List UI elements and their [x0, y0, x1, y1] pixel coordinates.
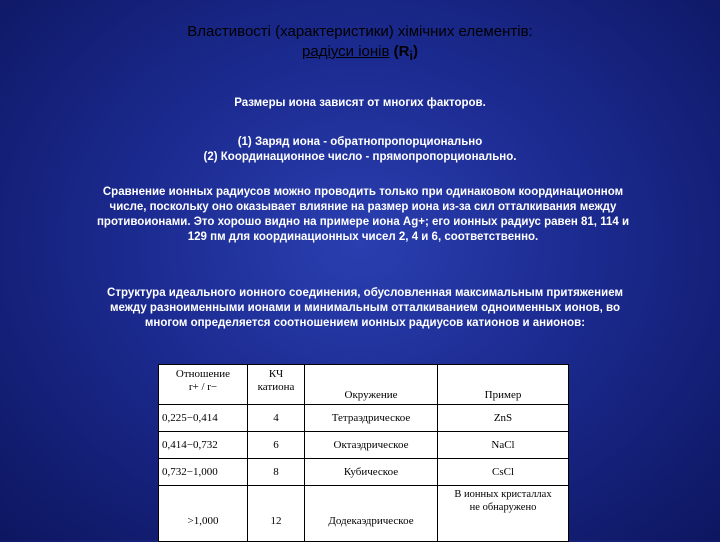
structure-line: между разноименными ионами и минимальным отталкиванием одноименных ионов, во	[110, 302, 620, 314]
cell-cn: 4	[248, 405, 305, 432]
cell-ratio: 0,732−1,000	[159, 459, 248, 486]
rule-charge: (1) Заряд иона - обратнопропорционально	[237, 136, 483, 148]
cell-ratio: 0,225−0,414	[159, 405, 248, 432]
cell-environment: Додекаэдрическое	[305, 486, 438, 542]
comparison-line: числе, поскольку оно оказывает влияние на размер иона из-за сил отталкивания между	[109, 201, 617, 213]
comparison-paragraph	[38, 185, 688, 245]
cell-environment: Кубическое	[305, 459, 438, 486]
cell-ratio: >1,000	[159, 486, 248, 542]
structure-line: Структура идеального ионного соединения, обусловленная максимальным притяжением	[107, 287, 623, 299]
radius-ratio-table	[158, 364, 569, 542]
table-row	[159, 405, 569, 432]
slide-title	[0, 22, 720, 66]
rules-block	[0, 135, 720, 165]
title-underlined-text: радіуси іонів	[302, 43, 390, 60]
header-coordination-number: КЧ катиона	[248, 365, 305, 405]
rule-coordination: (2) Координационное число - прямопропорционально.	[203, 151, 517, 163]
table-row	[159, 486, 569, 542]
comparison-line: Сравнение ионных радиусов можно проводить только при одинаковом координационном	[102, 186, 624, 198]
table-row	[159, 432, 569, 459]
header-environment: Окружение	[305, 365, 438, 405]
structure-line: многом определяется соотношением ионных радиусов катионов и анионов:	[144, 317, 586, 329]
title-line-1: Властивості (характеристики) хімічних елементів:	[187, 23, 533, 40]
header-example: Пример	[438, 365, 569, 405]
cell-example: CsCl	[438, 459, 569, 486]
structure-paragraph	[40, 286, 690, 331]
comparison-line: противоионами. Это хорошо видно на примере иона Ag+; его ионных радиус равен 81, 114 и	[96, 216, 630, 228]
cell-example: NaCl	[438, 432, 569, 459]
table-header-row	[159, 365, 569, 405]
cell-example: В ионных кристаллах не обнаружено	[438, 486, 569, 542]
comparison-line: 129 пм для координационных чисел 2, 4 и 6, соответственно.	[187, 231, 539, 243]
cell-environment: Тетраэдрическое	[305, 405, 438, 432]
cell-cn: 8	[248, 459, 305, 486]
table-row	[159, 459, 569, 486]
cell-cn: 12	[248, 486, 305, 542]
factors-text: Размеры иона зависят от многих факторов.	[234, 97, 486, 109]
cell-ratio: 0,414−0,732	[159, 432, 248, 459]
cell-example: ZnS	[438, 405, 569, 432]
cell-cn: 6	[248, 432, 305, 459]
title-line-2	[302, 42, 418, 66]
header-ratio: Отношение r+ / r−	[159, 365, 248, 405]
title-symbol: $(R_i)$	[393, 43, 418, 63]
cell-environment: Октаэдрическое	[305, 432, 438, 459]
